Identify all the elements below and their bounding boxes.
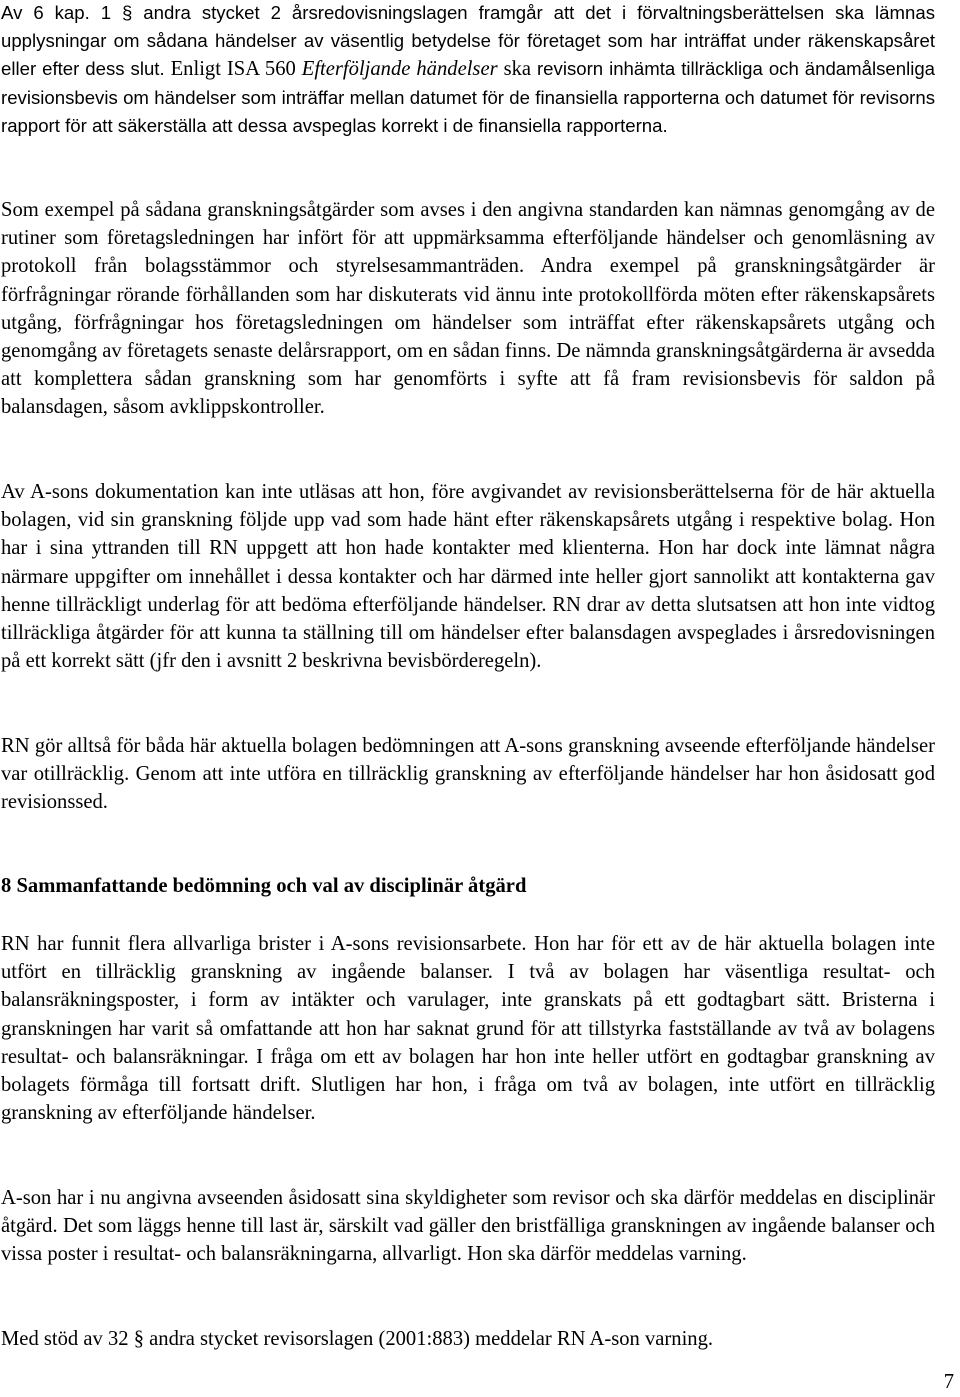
paragraph-subsequent-events-law: [1, 0, 935, 140]
page-number: 7: [943, 1371, 954, 1393]
section-heading: 8 Sammanfattande bedömning och val av disciplinär åtgärd: [1, 875, 527, 897]
paragraph-documentation: Av A-sons dokumentation kan inte utläsas att hon, före avgivandet av revisionsberättelserna för de här aktuella bolagen, vid sin granskning följde upp vad som hade hänt efter räkenskapsårets utgång i respektive bolag. Hon har i sina yttranden till RN uppgett att hon hade kontakter med klienterna. Hon har dock inte lämnat några närmare uppgifter om innehållet i dessa kontakter och har därmed inte heller gjort sannolikt att kontakterna gav henne tillräckligt underlag för att bedöma efterföljande händelser. RN drar av detta slutsatsen att hon inte vidtog tillräckliga åtgärder för att kunna ta ställning till om händelser efter balansdagen avspeglades i årsredovisningen på ett korrekt sätt (jfr den i avsnitt 2 beskrivna bevisbörderegeln).: [1, 481, 935, 673]
paragraph-summary: RN har funnit flera allvarliga brister i A-sons revisionsarbete. Hon har för ett av de här aktuella bolagen inte utfört en tillräcklig granskning av ingående balanser. I två av bolagen har väsentliga resultat- och balansräkningsposter, i form av intäkter och varulager, inte granskats på ett godtagbart sätt. Bristerna i granskningen har varit så omfattande att hon har saknat grund för att tillstyrka fastställande av två av bolagens resultat- och balansräkningar. I fråga om ett av bolagen har hon inte heller utfört en godtagbar granskning av bolagets förmåga till fortsatt drift. Slutligen har hon, i fråga om två av bolagen, inte utfört en tillräcklig granskning av efterföljande händelser.: [1, 933, 935, 1125]
isa-standard-title: Efterföljande händelser: [301, 58, 498, 81]
paragraph-isa-requirement: revisorn inhämta tillräckliga och ändamålsenliga revisionsbevis om händelser som inträffar mellan datumet för de finansiella rapporterna och datumet för revisorns rapport för att säkerställa att dessa avspeglas korrekt i de finansiella rapporterna.: [1, 58, 936, 136]
paragraph-isa-text: Enligt ISA 560: [164, 58, 302, 81]
paragraph-assessment: RN gör alltså för båda här aktuella bolagen bedömningen att A-sons granskning avseende efterföljande händelser var otillräcklig. Genom att inte utföra en tillräcklig granskning av efterföljande händelser har hon åsidosatt god revisionssed.: [1, 735, 935, 814]
paragraph-sanction: A-son har i nu angivna avseenden åsidosatt sina skyldigheter som revisor och ska därför meddelas en disciplinär åtgärd. Det som läggs henne till last är, särskilt vad gäller den bristfälliga granskningen av ingående balanser och vissa poster i resultat- och balansräkningarna, allvarligt. Hon ska därför meddelas varning.: [1, 1187, 935, 1266]
paragraph-law-text: Av 6 kap. 1 § andra stycket 2 årsredovisningslagen framgår att det i förvaltningsberättelsen ska lämnas upplysningar om sådana händelser av väsentlig betydelse för företaget som har inträffat under räkenskapsåret eller efter dess slut.: [1, 2, 935, 80]
paragraph-decision: Med stöd av 32 § andra stycket revisorslagen (2001:883) meddelar RN A-son varning.: [1, 1328, 714, 1350]
paragraph-isa-text-2: ska: [497, 58, 537, 81]
paragraph-examples: Som exempel på sådana granskningsåtgärder som avses i den angivna standarden kan nämnas genomgång av de rutiner som företagsledningen har infört för att uppmärksamma efterföljande händelser och genomläsning av protokoll från bolagsstämmor och styrelsesammanträden. Andra exempel på granskningsåtgärder är förfrågningar rörande förhållanden som har diskuterats vid ännu inte protokollförda möten efter räkenskapsårets utgång, förfrågningar hos företagsledningen om händelser som inträffat efter räkenskapsårets utgång och genomgång av företagets senaste delårsrapport, om en sådan finns. De nämnda granskningsåtgärderna är avsedda att komplettera sådan granskning som har genomförts i syfte att få fram revisionsbevis för saldon på balansdagen, såsom avklippskontroller.: [1, 199, 935, 419]
